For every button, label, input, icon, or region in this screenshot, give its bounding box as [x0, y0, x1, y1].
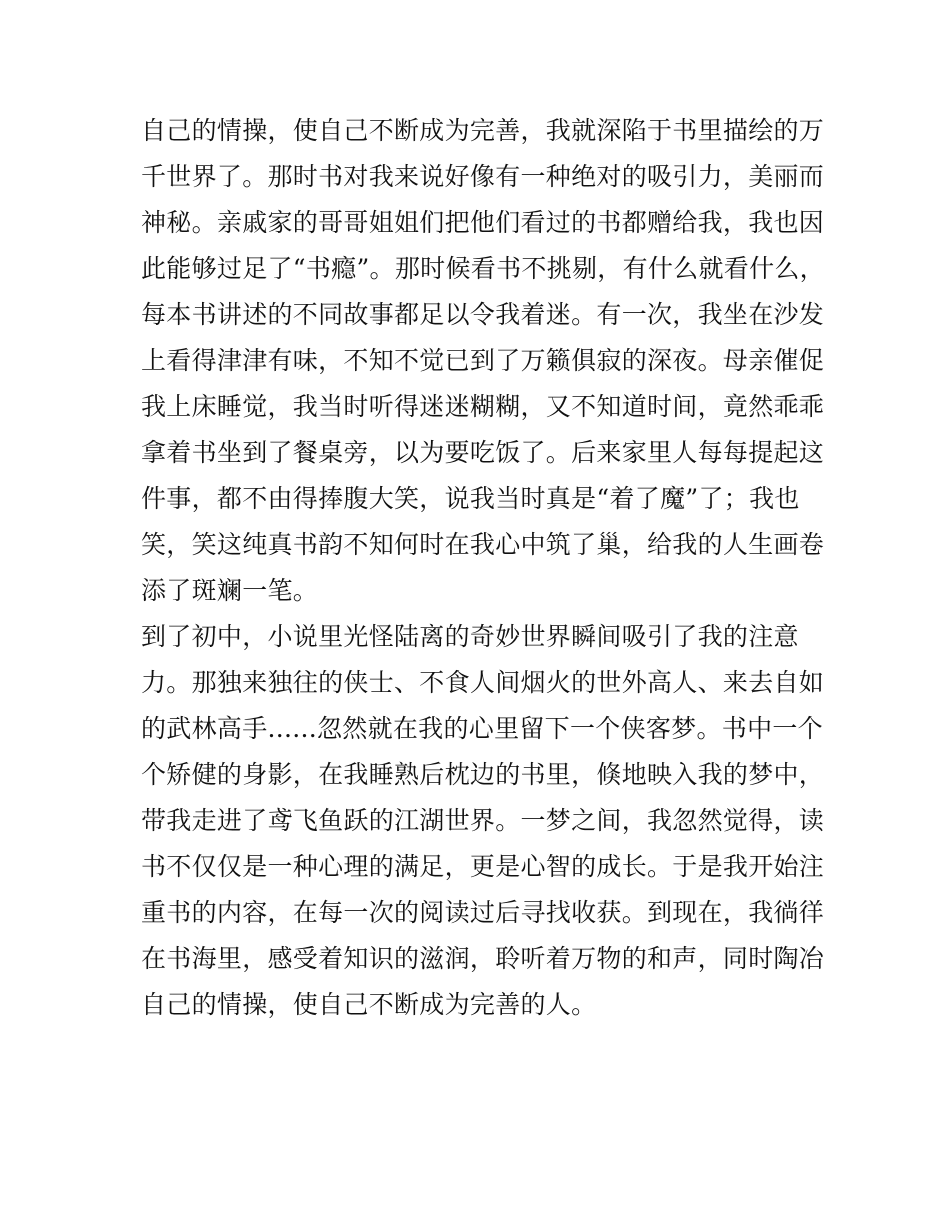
- text-line: 我上床睡觉，我当时听得迷迷糊糊，又不知道时间，竟然乖乖: [141, 392, 825, 421]
- essay-text: [141, 108, 825, 1028]
- text-line: 神秘。亲戚家的哥哥姐姐们把他们看过的书都赠给我，我也因: [141, 208, 825, 237]
- text-line: 到了初中，小说里光怪陆离的奇妙世界瞬间吸引了我的注意: [141, 622, 799, 651]
- text-line: 自己的情操，使自己不断成为完善，我就深陷于书里描绘的万: [141, 116, 825, 145]
- text-line: 的武林高手......忽然就在我的心里留下一个侠客梦。书中一个: [141, 714, 823, 743]
- text-line: 力。那独来独往的侠士、不食人间烟火的世外高人、来去自如: [141, 668, 825, 697]
- text-line: 添了斑斓一笔。: [141, 576, 319, 605]
- text-line: 重书的内容，在每一次的阅读过后寻找收获。到现在，我徜徉: [141, 898, 825, 927]
- text-line: 书不仅仅是一种心理的满足，更是心智的成长。于是我开始注: [141, 852, 825, 881]
- text-line: 件事，都不由得捧腹大笑，说我当时真是“着了魔”了；我也: [141, 484, 800, 513]
- text-line: 自己的情操，使自己不断成为完善的人。: [141, 990, 597, 1019]
- text-line: 每本书讲述的不同故事都足以令我着迷。有一次，我坐在沙发: [141, 300, 825, 329]
- text-line: 个矫健的身影，在我睡熟后枕边的书里，倏地映入我的梦中，: [141, 760, 825, 789]
- text-line: 在书海里，感受着知识的滋润，聆听着万物的和声，同时陶冶: [141, 944, 825, 973]
- text-line: 带我走进了鸢飞鱼跃的江湖世界。一梦之间，我忽然觉得，读: [141, 806, 825, 835]
- text-line: 千世界了。那时书对我来说好像有一种绝对的吸引力，美丽而: [141, 162, 825, 191]
- text-line: 上看得津津有味，不知不觉已到了万籁俱寂的深夜。母亲催促: [141, 346, 825, 375]
- text-line: 笑，笑这纯真书韵不知何时在我心中筑了巢，给我的人生画卷: [141, 530, 825, 559]
- text-line: 此能够过足了“书瘾”。那时候看书不挑剔，有什么就看什么，: [141, 254, 825, 283]
- text-line: 拿着书坐到了餐桌旁，以为要吃饭了。后来家里人每每提起这: [141, 438, 825, 467]
